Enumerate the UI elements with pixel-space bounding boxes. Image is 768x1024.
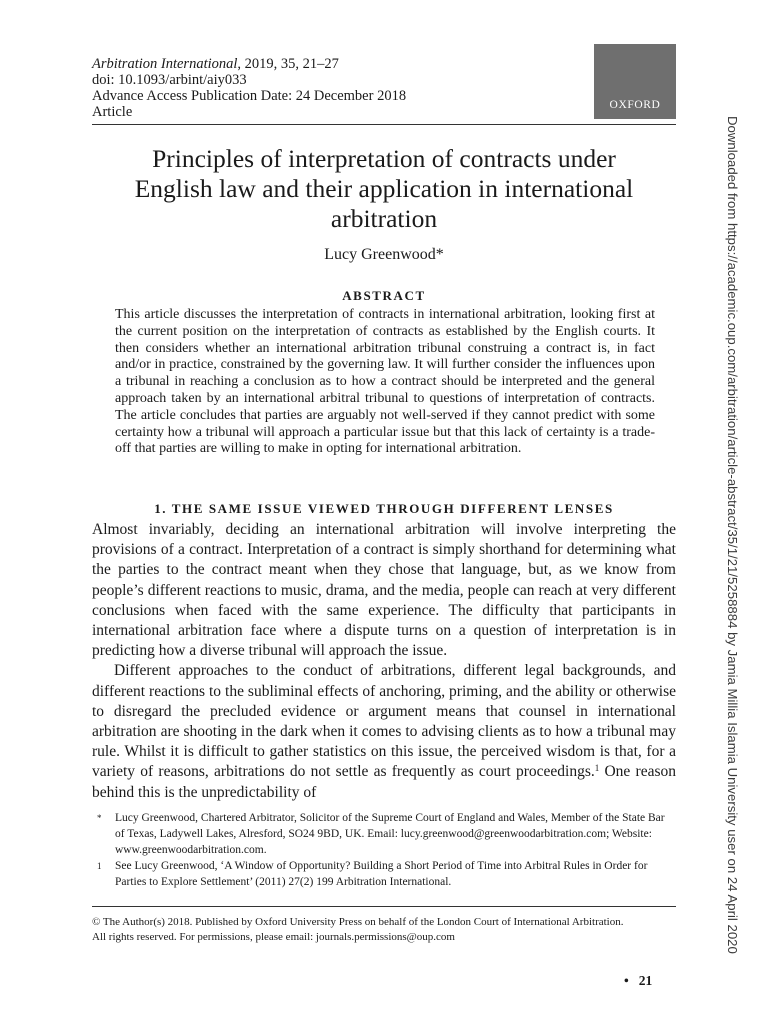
paragraph: Almost invariably, deciding an international arbitration will involve interpreting the provisions of a contract. Interpretation of a contract is simply shorthand for determining what the parties to the contract meant when they chose that language, but, as we know from people’s different reactions to music, drama, and the media, people can reach at very different conclusions when faced with the same experience. The difficulty that participants in international arbitration face where a dispute turns on a question of interpretation is in predicting how a diverse tribunal will approach the issue. bbox=[92, 521, 676, 660]
footnote-mark: 1 bbox=[97, 861, 102, 871]
abstract-heading: ABSTRACT bbox=[342, 288, 426, 303]
footnote-text: Lucy Greenwood, Chartered Arbitrator, Solicitor of the Supreme Court of England and Wales, Member of the State Bar of Texas, Ladywell Lakes, Alresford, SO24 9BD, UK. Email: lucy.greenwood@greenwoodarbitration.com; Website: www.greenwoodarbitration.com. bbox=[115, 812, 665, 856]
title-line: Principles of interpretation of contracts under bbox=[152, 144, 616, 173]
page-number bbox=[624, 973, 652, 989]
footer-rule bbox=[92, 906, 676, 907]
footnote-mark: * bbox=[97, 813, 102, 823]
abstract-text: This article discusses the interpretation of contracts in international arbitration, looking first at the current position on the interpretation of contracts as established by the English courts. It then considers whether an international arbitration tribunal construing a contract is, in fact and/or in practice, constrained by the governing law. It will further consider the influences upon a tribunal in reaching a conclusion as to how a contract should be interpreted and the general approach taken by an international arbitral tribunal to questions of interpretation of contracts. The article concludes that parties are arguably not well-served if they cannot predict with some certainty how a tribunal will approach a particular issue but that this lack of certainty is a trade-off that parties are willing to make in opting for international arbitration. bbox=[115, 307, 655, 457]
page-number-text: 21 bbox=[638, 973, 653, 988]
author-name: Lucy Greenwood* bbox=[324, 246, 444, 263]
paragraph-text: Different approaches to the conduct of arbitrations, different legal backgrounds, and different reactions to the subliminal effects of anchoring, priming, and the ability or otherwise to disregard the precluded evidence or argument means that counsel in international arbitration are shooting in the dark when it comes to advising clients as to how a tribunal may rule. Whilst it is difficult to gather statistics on this issue, the perceived wisdom is that, for a variety of reasons, arbitrations do not settle as frequently as court proceedings. bbox=[92, 662, 676, 781]
section-heading: 1. THE SAME ISSUE VIEWED THROUGH DIFFERENT LENSES bbox=[154, 501, 614, 516]
doi[interactable]: doi: 10.1093/arbint/aiy033 bbox=[92, 72, 247, 88]
body-text bbox=[92, 520, 676, 803]
footnotes bbox=[92, 810, 676, 890]
footnote bbox=[92, 810, 676, 858]
copyright-line: © The Author(s) 2018. Published by Oxford University Press on behalf of the London Court of International Arbitration. bbox=[92, 916, 624, 928]
paragraph bbox=[92, 661, 676, 802]
oxford-logo bbox=[594, 44, 676, 119]
download-note: Downloaded from https://academic.oup.com/arbitration/article-abstract/35/1/21/5258884 by Jamia Millia Islamia University user on 24 April 2020 bbox=[725, 116, 740, 954]
article-title bbox=[92, 144, 676, 234]
article-metadata bbox=[92, 56, 406, 120]
footnote bbox=[92, 858, 676, 890]
footnote-ref[interactable]: 1 bbox=[594, 763, 600, 774]
copyright-notice bbox=[92, 915, 676, 944]
advance-access-date: Advance Access Publication Date: 24 December 2018 bbox=[92, 88, 407, 104]
title-line: English law and their application in international bbox=[134, 174, 634, 203]
citation: , 2019, 35, 21–27 bbox=[237, 56, 339, 72]
paragraph-text: One reason behind this is the unpredictability of bbox=[92, 763, 676, 801]
copyright-line: All rights reserved. For permissions, please email: journals.permissions@oup.com bbox=[92, 930, 455, 943]
title-line: arbitration bbox=[330, 204, 438, 233]
bullet-icon: • bbox=[624, 973, 629, 988]
logo-text: OXFORD bbox=[609, 99, 661, 111]
article-type: Article bbox=[92, 104, 133, 120]
journal-name: Arbitration International bbox=[92, 56, 238, 72]
journal-citation-line bbox=[92, 56, 406, 72]
header-rule bbox=[92, 124, 676, 125]
footnote-text: See Lucy Greenwood, ‘A Window of Opportunity? Building a Short Period of Time into Arbitral Rules in Order for Parties to Explore Settlement’ (2011) 27(2) 199 Arbitration International. bbox=[115, 860, 648, 888]
